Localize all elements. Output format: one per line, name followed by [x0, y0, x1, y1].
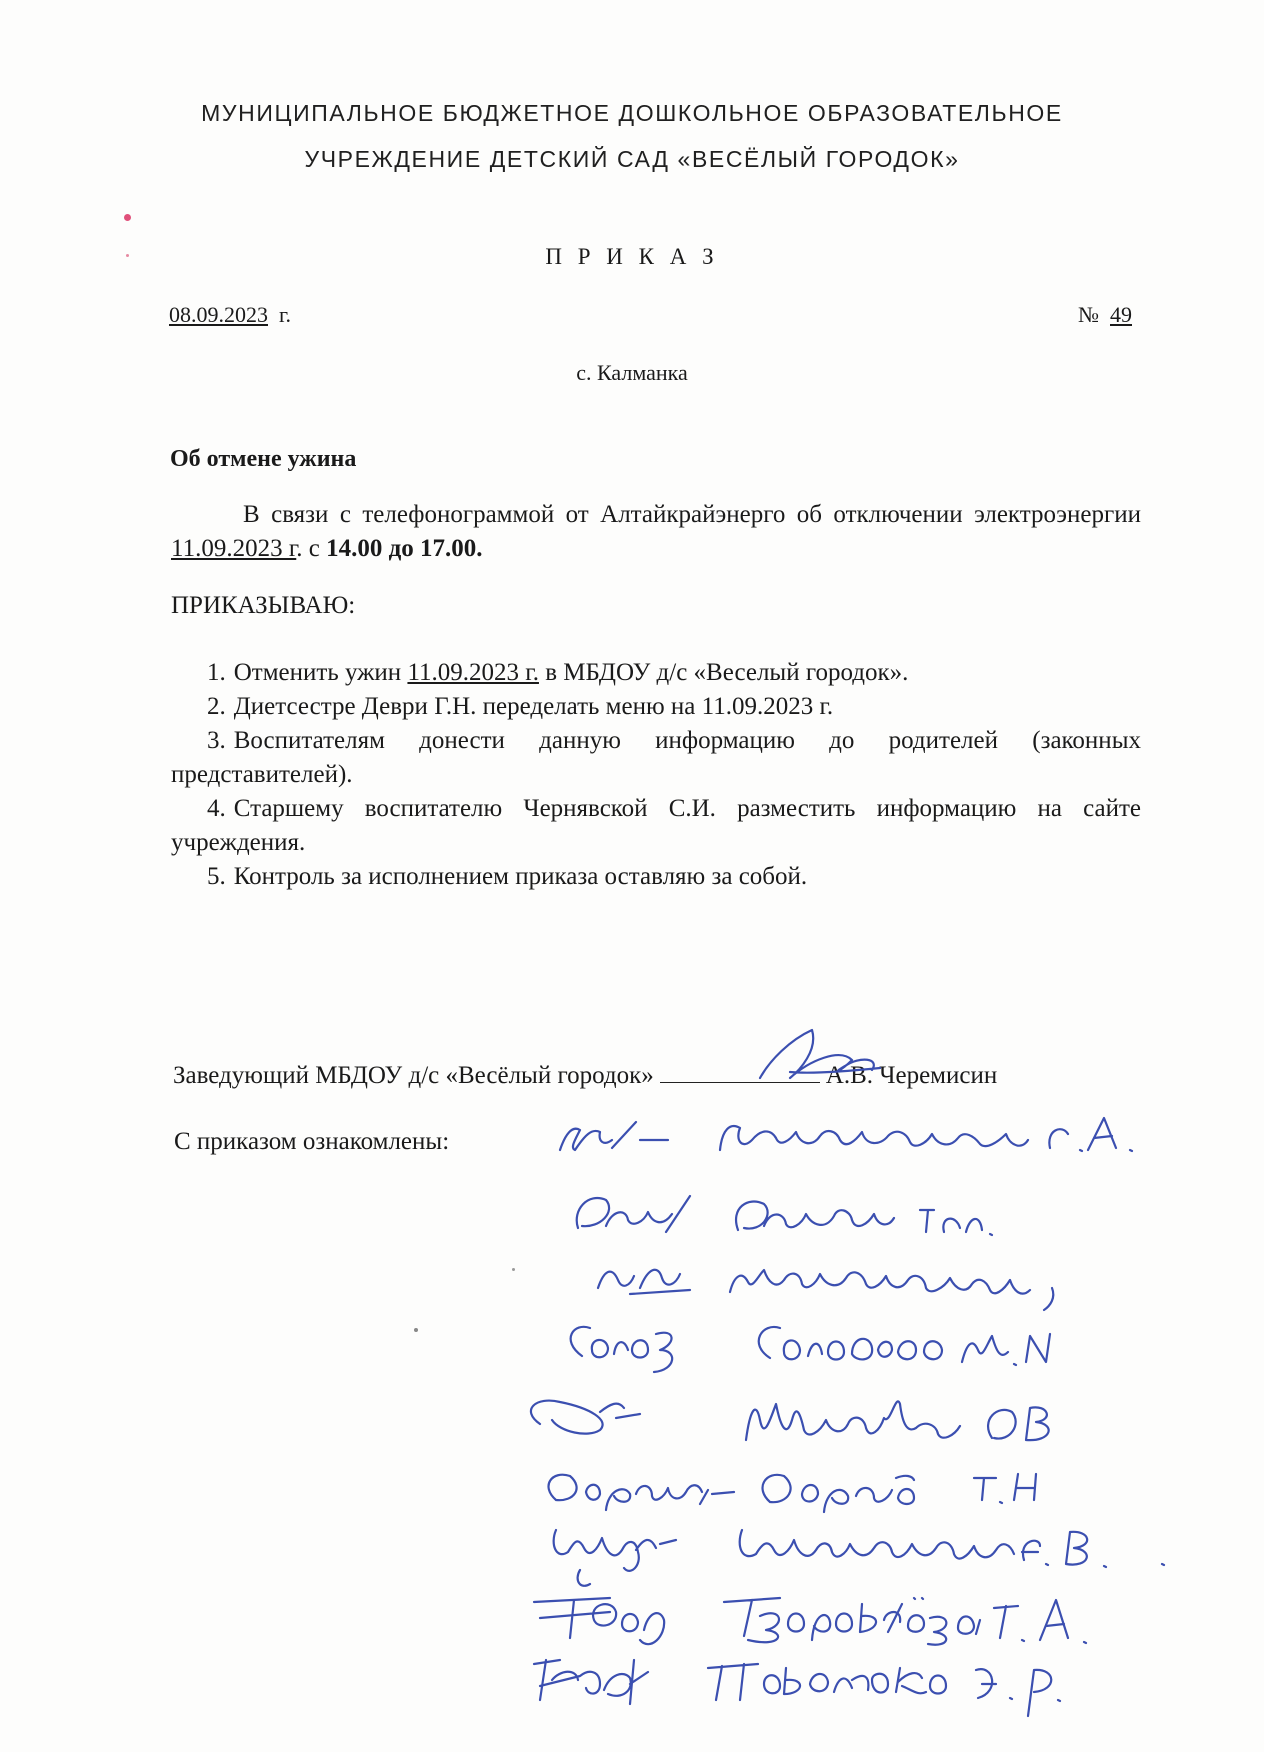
number-value: 49 — [1110, 302, 1132, 327]
item-text: Воспитателям донести данную информацию до родителей (законных представителей). — [171, 727, 1141, 788]
item-text: Отменить ужин — [233, 659, 408, 686]
order-word: ПРИКАЗЫВАЮ: — [171, 592, 356, 619]
scan-speck — [414, 1328, 418, 1332]
head-signature — [760, 1030, 880, 1078]
ack-signature-3 — [598, 1270, 1053, 1310]
item-number: 4. — [207, 795, 226, 822]
preamble-time: 14.00 до 17.00. — [326, 535, 483, 562]
ack-signature-2 — [577, 1196, 992, 1235]
item-text: Диетсестре Деври Г.Н. переделать меню на 11.09.2023 г. — [233, 693, 834, 720]
preamble-date: 11.09.2023 г — [171, 535, 297, 562]
item-number: 2. — [207, 693, 226, 720]
signer-name: А.В. Черемисин — [825, 1062, 998, 1089]
item-number: 3. — [207, 727, 226, 754]
ack-signature-6 — [549, 1474, 1036, 1512]
ack-signature-9 — [534, 1660, 1060, 1716]
date-suffix: г. — [279, 302, 292, 327]
scan-speck — [126, 254, 129, 257]
number-sign: № — [1078, 302, 1099, 327]
date-value: 08.09.2023 — [169, 302, 268, 327]
organization-name-line1: МУНИЦИПАЛЬНОЕ БЮДЖЕТНОЕ ДОШКОЛЬНОЕ ОБРАЗОВАТЕЛЬНОЕ — [201, 100, 1063, 126]
ack-signature-8 — [534, 1598, 1086, 1645]
ack-signature-4 — [571, 1327, 1050, 1372]
item-date: 11.09.2023 г. — [407, 659, 539, 686]
document-place: с. Калманка — [576, 360, 688, 385]
signer-position: Заведующий МБДОУ д/с «Весёлый городок» — [173, 1062, 654, 1089]
document-title: П Р И К А З — [545, 244, 719, 269]
ack-signature-1 — [560, 1118, 1132, 1151]
preamble-text: В связи с телефонограммой от Алтайкрайэнерго об отключении электроэнергии — [243, 501, 1141, 528]
item-text-after: в МБДОУ д/с «Веселый городок». — [538, 659, 909, 686]
ack-signature-5 — [531, 1401, 1049, 1441]
scan-speck — [512, 1268, 515, 1271]
acknowledged-label: С приказом ознакомлены: — [174, 1128, 450, 1155]
preamble-text-after: . с — [296, 535, 327, 562]
item-text: Старшему воспитателю Чернявской С.И. разместить информацию на сайте учреждения. — [171, 795, 1141, 856]
scan-speck — [124, 214, 131, 221]
document-subject: Об отмене ужина — [170, 446, 357, 472]
item-text: Контроль за исполнением приказа оставляю за собой. — [233, 863, 808, 890]
ack-signature-7 — [554, 1530, 1164, 1586]
item-number: 1. — [207, 659, 226, 686]
item-number: 5. — [207, 863, 226, 890]
organization-name-line2: УЧРЕЖДЕНИЕ ДЕТСКИЙ САД «ВЕСЁЛЫЙ ГОРОДОК» — [304, 146, 960, 172]
